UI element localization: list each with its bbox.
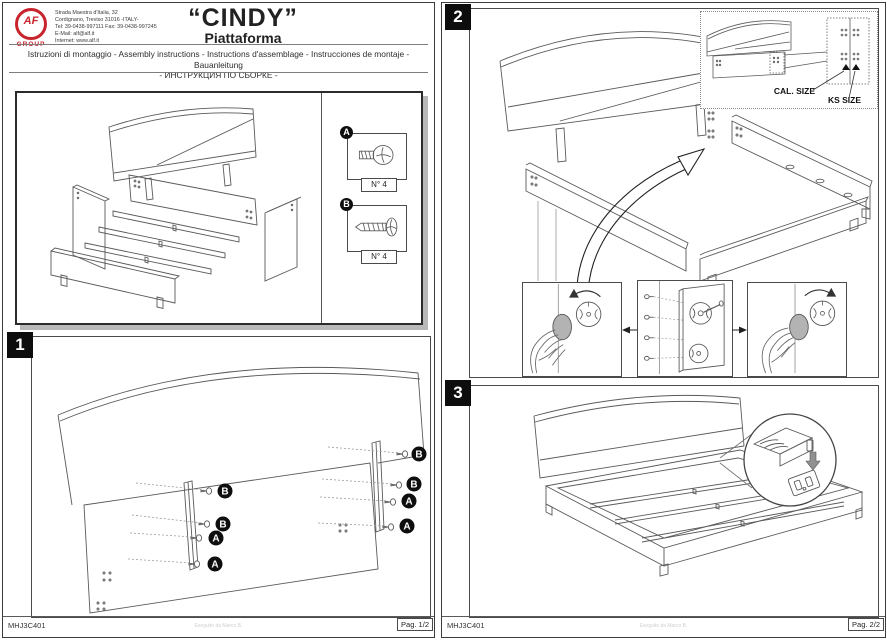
address-line: Internet: www.alf.it — [55, 37, 100, 44]
step1-headboard-drawing — [32, 337, 428, 615]
size-inset-drawing — [701, 12, 875, 106]
company-address — [55, 10, 157, 45]
callout-letter: A — [403, 521, 411, 533]
exploded-bed-drawing — [17, 93, 321, 319]
page-2 — [441, 2, 886, 638]
instructions-multilang — [7, 49, 430, 81]
title-block — [143, 5, 343, 46]
parts-overview-box — [15, 91, 423, 325]
instructions-line-2: - ИНСТРУКЦИЯ ПО СБОРКЕ - — [159, 70, 278, 81]
callout-letter: A — [405, 496, 413, 508]
address-line: E-Mail: alf@alf.it — [55, 30, 95, 37]
page-number: Pag. 1/2 — [397, 618, 433, 631]
part-b-badge: B — [340, 198, 353, 211]
address-line: Cordignano, Treviso 31016 -ITALY- — [55, 16, 139, 23]
ks-size-label: KS SIZE — [827, 95, 861, 105]
detail-panel-refit-cap — [747, 282, 847, 377]
callout-letter: B — [221, 486, 229, 498]
instructions-divider — [9, 72, 428, 73]
pan-head-screw-icon — [348, 134, 403, 176]
countersunk-screw-icon — [348, 206, 403, 248]
step-2-number: 2 — [453, 7, 463, 26]
product-subtitle: Piattaforma — [204, 30, 282, 46]
step-3-panel — [469, 385, 879, 618]
address-line: Tel: 39-0438-997111 Fax: 39-0438-997245 — [55, 23, 157, 30]
callout-letter: B — [410, 479, 418, 491]
step-1-panel — [31, 336, 431, 618]
detail-panel-remove-cap — [522, 282, 622, 377]
step-3-number: 3 — [453, 383, 463, 402]
logo-group-label: GROUP — [16, 41, 46, 48]
step-3-badge — [445, 380, 471, 406]
callout-letter: A — [212, 533, 220, 545]
footer-note: Eseguito da Marco B. — [639, 623, 688, 629]
part-b-qty: N° 4 — [361, 250, 397, 264]
address-line: Strada Maestra d'Italia, 32 — [55, 10, 118, 16]
step-1-badge — [7, 332, 33, 358]
part-b-frame — [347, 205, 407, 252]
size-variant-inset — [700, 11, 878, 109]
step-2-badge — [445, 4, 471, 30]
instructions-line-1: Istruzioni di montaggio - Assembly instructions - Instructions d'assemblage - Instrucciones de montaje - Bauanleitung — [27, 49, 410, 70]
document-code: MHJ3C401 — [8, 621, 46, 630]
logo-monogram: AF — [23, 15, 39, 27]
callout-letter: B — [219, 519, 227, 531]
page-2-footer — [442, 616, 885, 637]
page-1 — [2, 2, 435, 638]
hand-screw-cap-icon — [748, 283, 844, 374]
af-logo-icon — [15, 8, 47, 40]
parts-column-divider — [321, 93, 322, 323]
cal-size-label: CAL. SIZE — [773, 86, 815, 96]
af-group-logo — [13, 8, 49, 48]
detail-panel-insert-screws — [637, 280, 733, 377]
part-a-qty: N° 4 — [361, 178, 397, 192]
callout-letter: B — [415, 449, 423, 461]
document-code: MHJ3C401 — [447, 621, 485, 630]
step-1-number: 1 — [15, 335, 25, 354]
sequence-arrow-left-icon — [621, 325, 637, 335]
step-2-panel — [469, 8, 879, 378]
step3-slats-drawing — [470, 386, 876, 615]
callout-letter: A — [211, 559, 219, 571]
footer-note: Eseguito da Marco B. — [194, 623, 243, 629]
page-1-footer — [3, 616, 434, 637]
header-divider — [9, 44, 428, 45]
part-a-badge: A — [340, 126, 353, 139]
sequence-arrow-right-icon — [732, 325, 748, 335]
part-a-frame — [347, 133, 407, 180]
page-number: Pag. 2/2 — [848, 618, 884, 631]
product-title: “CINDY” — [188, 4, 298, 32]
screws-into-cams-icon — [638, 281, 730, 374]
hand-unscrew-cap-icon — [523, 283, 619, 374]
